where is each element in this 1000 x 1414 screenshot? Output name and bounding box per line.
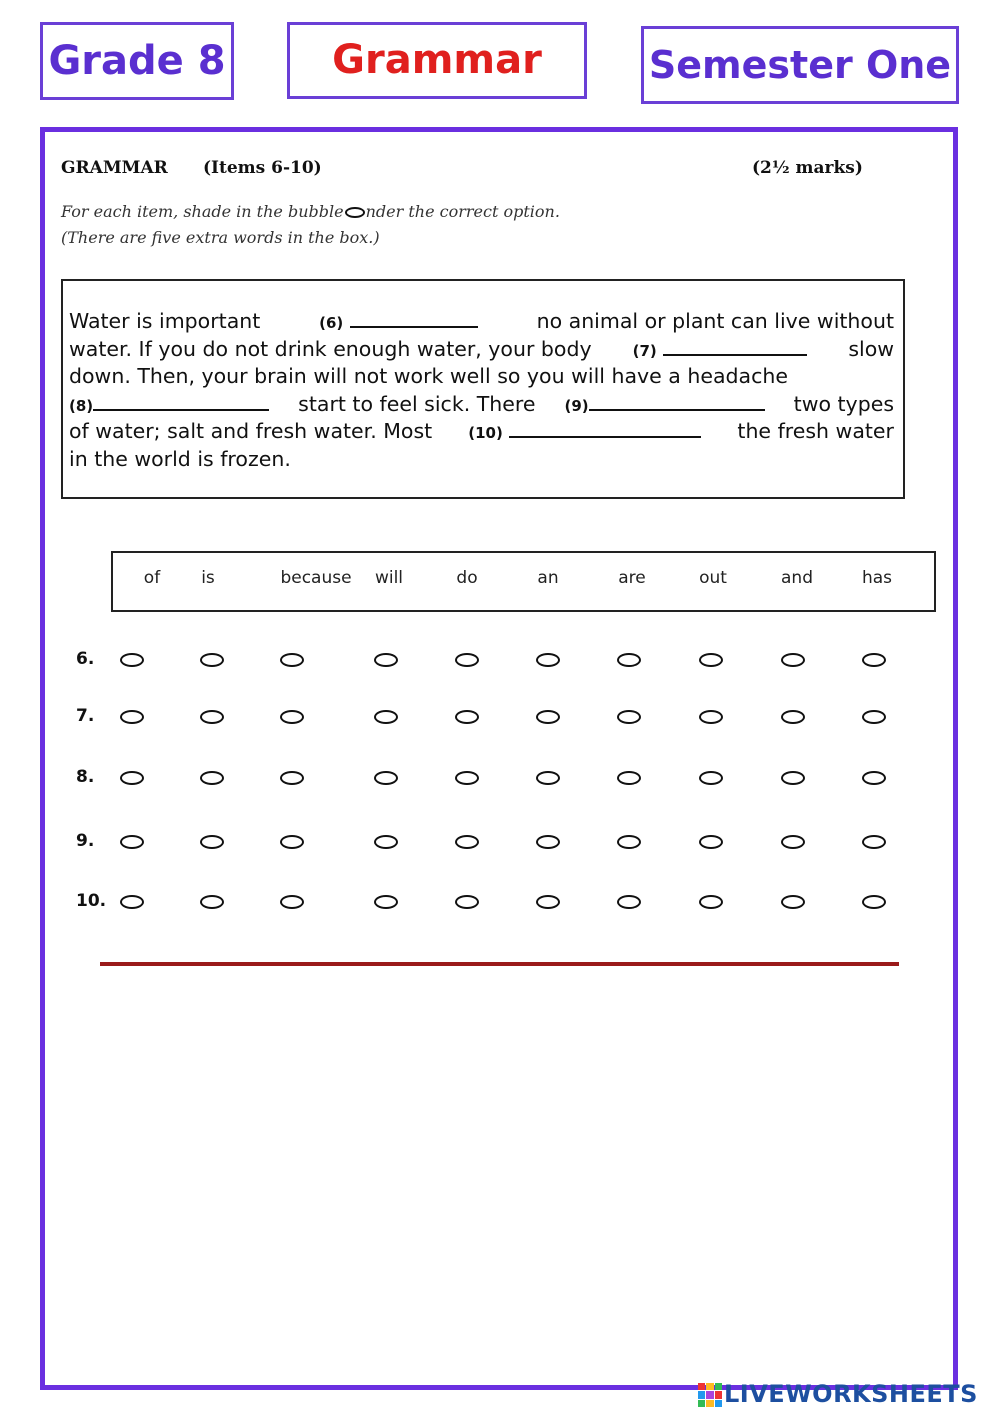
word-option-are: are [618,568,646,588]
section-items: (Items 6-10) [203,158,322,178]
answer-bubble-6-is[interactable] [200,653,224,667]
answer-bubble-9-is[interactable] [200,835,224,849]
answer-bubble-7-do[interactable] [455,710,479,724]
question-number: 9. [76,831,95,851]
answer-bubble-8-is[interactable] [200,771,224,785]
passage-line-2 [69,336,894,365]
answer-bubble-9-of[interactable] [120,835,144,849]
grade-label [40,22,234,100]
answer-bubble-8-because[interactable] [280,771,304,785]
answer-bubble-9-an[interactable] [536,835,560,849]
answer-bubble-6-will[interactable] [374,653,398,667]
item-number: (7) [632,342,657,360]
passage-text: water. If you do not drink enough water, your body [69,337,592,361]
question-number: 7. [76,706,95,726]
answer-bubble-8-will[interactable] [374,771,398,785]
answer-bubble-8-are[interactable] [617,771,641,785]
answer-bubble-8-out[interactable] [699,771,723,785]
answer-bubble-9-do[interactable] [455,835,479,849]
answer-bubble-9-because[interactable] [280,835,304,849]
blank-8 [93,391,269,411]
answer-bubble-8-has[interactable] [862,771,886,785]
brand-name [724,1380,978,1408]
answer-bubble-10-an[interactable] [536,895,560,909]
passage-line-1 [69,308,894,337]
answer-bubble-7-and[interactable] [781,710,805,724]
liveworksheets-logo-icon [698,1383,722,1407]
word-option-and: and [781,568,813,588]
answer-bubble-9-and[interactable] [781,835,805,849]
bubble-icon [345,207,365,218]
answer-bubble-6-of[interactable] [120,653,144,667]
word-option-of: of [143,568,161,588]
question-number: 8. [76,767,95,787]
semester-text: Semester One [648,43,952,87]
word-option-has: has [861,568,893,588]
word-option-is: is [201,568,215,588]
instruction-before: For each item, shade in the bubble [61,202,344,221]
answer-bubble-6-and[interactable] [781,653,805,667]
answer-bubble-7-are[interactable] [617,710,641,724]
answer-bubble-10-of[interactable] [120,895,144,909]
passage-text: down. Then, your brain will not work well so you will have a headache [69,364,788,388]
instruction-after: nder the correct option. [365,202,560,221]
answer-bubble-8-an[interactable] [536,771,560,785]
word-option-do: do [456,568,478,588]
question-number: 6. [76,649,95,669]
answer-bubble-9-will[interactable] [374,835,398,849]
answer-bubble-6-an[interactable] [536,653,560,667]
answer-bubble-6-out[interactable] [699,653,723,667]
blank-10 [509,418,701,438]
answer-bubble-10-has[interactable] [862,895,886,909]
answer-bubble-7-has[interactable] [862,710,886,724]
passage-text: start to feel sick. There [298,392,536,416]
answer-bubble-6-because[interactable] [280,653,304,667]
semester-label [641,26,959,104]
answer-bubble-7-will[interactable] [374,710,398,724]
blank-6 [350,308,478,328]
word-option-out: out [699,568,727,588]
answer-bubble-10-because[interactable] [280,895,304,909]
grade-text: Grade 8 [48,38,226,84]
answer-bubble-9-has[interactable] [862,835,886,849]
topic-label [287,22,587,99]
answer-bubble-10-are[interactable] [617,895,641,909]
answer-bubble-8-of[interactable] [120,771,144,785]
passage-text: slow [848,337,894,361]
section-marks: (2½ marks) [752,158,863,178]
passage-line-5 [69,418,894,447]
passage-text: two types [793,392,894,416]
divider-line [100,962,899,966]
passage-line-4 [69,391,894,420]
passage-text: no animal or plant can live without [536,309,894,333]
answer-bubble-10-do[interactable] [455,895,479,909]
passage-text: in the world is frozen. [69,447,291,471]
answer-bubble-7-of[interactable] [120,710,144,724]
answer-bubble-6-are[interactable] [617,653,641,667]
answer-bubble-9-are[interactable] [617,835,641,849]
instruction-line-1 [61,202,560,221]
section-title: GRAMMAR [61,158,168,178]
topic-text: Grammar [332,37,542,83]
answer-bubble-10-and[interactable] [781,895,805,909]
blank-7 [663,336,807,356]
answer-bubble-7-because[interactable] [280,710,304,724]
answer-bubble-6-has[interactable] [862,653,886,667]
instruction-line-2: (There are five extra words in the box.) [61,228,380,247]
item-number: (6) [319,314,344,332]
passage-line-6 [69,446,894,473]
brand-text: LIVEWORKSHEETS [724,1380,978,1408]
passage-line-3 [69,363,894,390]
word-option-an: an [537,568,559,588]
answer-bubble-7-is[interactable] [200,710,224,724]
word-option-will: will [374,568,404,588]
answer-bubble-6-do[interactable] [455,653,479,667]
answer-bubble-10-will[interactable] [374,895,398,909]
blank-9 [589,391,765,411]
word-option-because: because [280,568,352,588]
answer-bubble-8-do[interactable] [455,771,479,785]
answer-bubble-7-an[interactable] [536,710,560,724]
item-number: (9) [564,397,589,415]
item-number: (8) [69,397,94,415]
answer-bubble-7-out[interactable] [699,710,723,724]
answer-bubble-8-and[interactable] [781,771,805,785]
item-number: (10) [468,424,503,442]
passage-text: of water; salt and fresh water. Most [69,419,433,443]
answer-bubble-9-out[interactable] [699,835,723,849]
question-number: 10. [76,891,107,911]
passage-text: the fresh water [737,419,894,443]
answer-bubble-10-is[interactable] [200,895,224,909]
passage-text: Water is important [69,309,261,333]
answer-bubble-10-out[interactable] [699,895,723,909]
